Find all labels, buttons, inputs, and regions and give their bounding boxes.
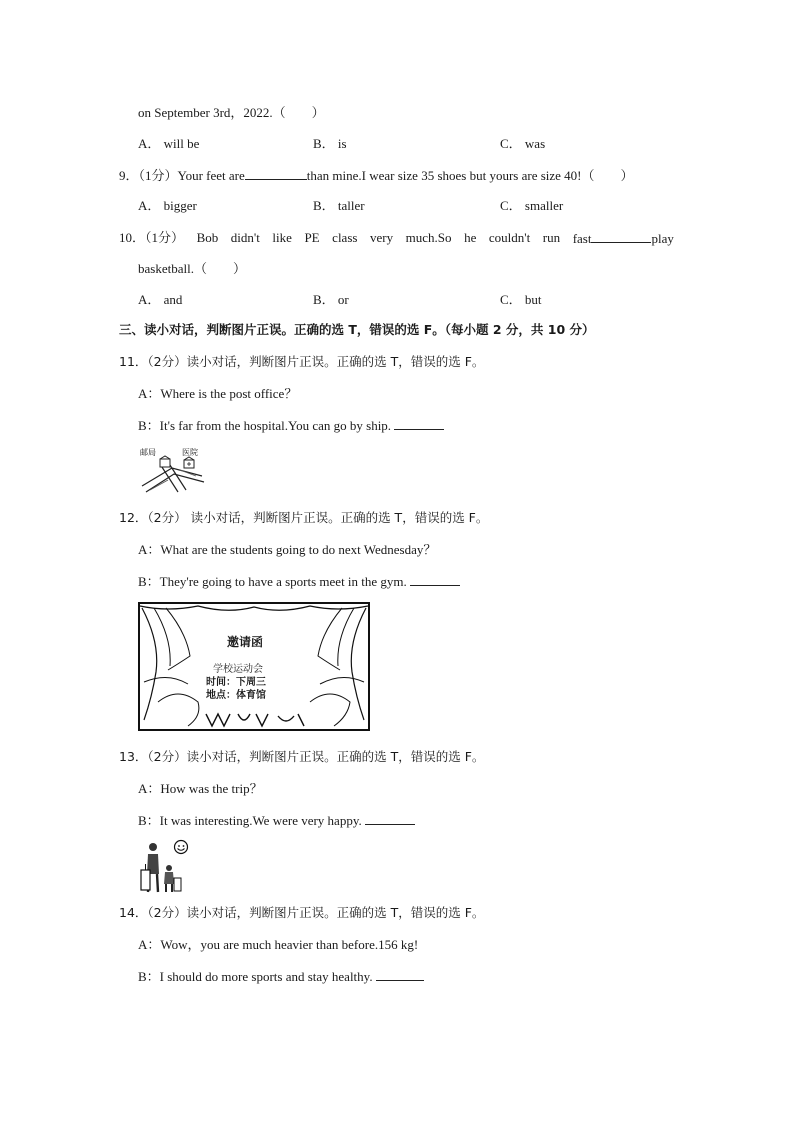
q10-word: couldn't [488, 230, 531, 245]
hospital-label: 医院 [182, 448, 198, 457]
q9-stem-start: 9．（1分）Your feet are [119, 168, 245, 183]
q10-word: class [332, 230, 358, 245]
q11-line-b [138, 416, 444, 435]
q11-stem: 11．（2分）读小对话，判断图片正误。正确的选 T，错误的选 F。 [119, 354, 485, 369]
poster-place: 地点：体育馆 [206, 690, 266, 701]
q14-line-b [138, 967, 424, 986]
q14-line-a: A：Wow，you are much heavier than before.156 kg! [138, 937, 419, 952]
q10-word: very [370, 230, 394, 245]
q13-answer-blank[interactable] [365, 811, 415, 825]
q9-stem [119, 166, 634, 185]
q10-blank-group [573, 229, 674, 248]
q10-option-b[interactable]: B． or [313, 292, 349, 307]
q11-answer-blank[interactable] [394, 416, 444, 430]
q10-answer-blank[interactable] [591, 229, 651, 243]
q10-word: didn't [230, 230, 260, 245]
q9-option-a[interactable]: A． bigger [138, 198, 197, 213]
q10-word: PE [304, 230, 320, 245]
q10-word: fast [572, 231, 592, 246]
q10-word: play [651, 231, 674, 246]
poster-title: 邀请函 [227, 635, 264, 649]
q10-word: he [464, 230, 477, 245]
q10-option-a[interactable]: A． and [138, 292, 183, 307]
q10-stem-line2: basketball.（ ） [138, 261, 246, 276]
q10-option-c[interactable]: C． but [500, 292, 542, 307]
q13-travelers-image [138, 838, 192, 894]
q9-option-b[interactable]: B． taller [313, 198, 365, 213]
q8-option-a[interactable]: A． will be [138, 136, 200, 151]
q14-answer-blank[interactable] [376, 967, 424, 981]
q9-option-c[interactable]: C． smaller [500, 198, 564, 213]
q13-line-b [138, 811, 415, 830]
section-3-heading: 三、读小对话，判断图片正误。正确的选 T，错误的选 F。（每小题 2 分，共 10 分） [119, 322, 595, 337]
q14-stem: 14．（2分）读小对话，判断图片正误。正确的选 T，错误的选 F。 [119, 905, 485, 920]
poster-event: 学校运动会 [213, 664, 263, 675]
q12-poster-image [138, 602, 370, 731]
q10-number: 10．（1分） [119, 230, 185, 245]
q14-line-b-text: B：I should do more sports and stay healthy. [138, 969, 373, 984]
q10-word: much.So [405, 230, 452, 245]
q8-option-b[interactable]: B． is [313, 136, 347, 151]
smiley-face-icon [175, 841, 188, 854]
q13-stem: 13．（2分）读小对话，判断图片正误。正确的选 T，错误的选 F。 [119, 749, 485, 764]
q13-line-b-text: B：It was interesting.We were very happy. [138, 813, 362, 828]
post-office-label: 邮局 [140, 448, 156, 457]
q12-line-a: A：What are the students going to do next Wednesday？ [138, 542, 437, 557]
q8-option-c[interactable]: C． was [500, 136, 546, 151]
q10-word: Bob [196, 230, 219, 245]
poster-time: 时间：下周三 [206, 677, 266, 688]
q9-stem-end: than mine.I wear size 35 shoes but yours are size 40!（ ） [306, 168, 634, 183]
q12-line-b [138, 572, 460, 591]
q12-answer-blank[interactable] [410, 572, 460, 586]
q13-line-a: A：How was the trip？ [138, 781, 263, 796]
q8-stem-tail: on September 3rd，2022.（ ） [138, 105, 325, 120]
q11-line-b-text: B：It's far from the hospital.You can go by ship. [138, 418, 392, 433]
q12-line-b-text: B：They're going to have a sports meet in the gym. [138, 574, 407, 589]
q10-stem-line1 [119, 229, 674, 248]
q11-map-image [138, 446, 206, 494]
q10-word: like [272, 230, 292, 245]
q11-line-a: A：Where is the post office？ [138, 386, 298, 401]
q10-word: run [542, 230, 561, 245]
q9-answer-blank[interactable] [245, 166, 307, 180]
q12-stem: 12．（2分） 读小对话，判断图片正误。正确的选 T，错误的选 F。 [119, 510, 489, 525]
